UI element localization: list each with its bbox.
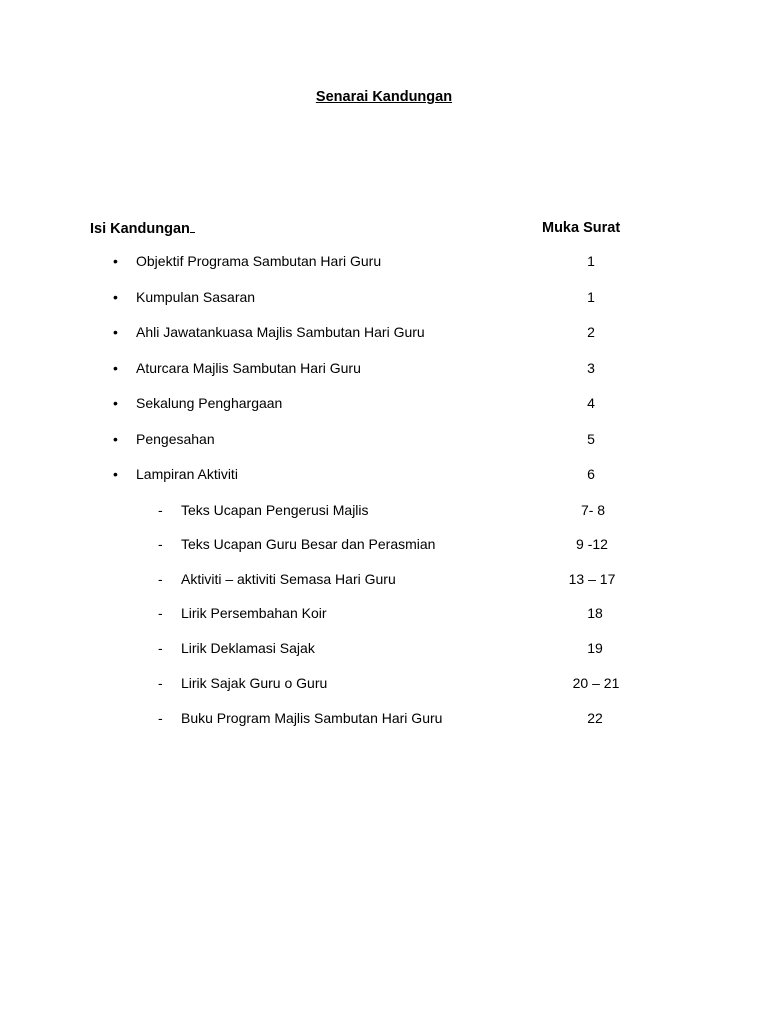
bullet-marker: • <box>113 431 118 447</box>
toc-entry-page: 3 <box>587 360 595 376</box>
toc-entry-page: 5 <box>587 431 595 447</box>
header-underline-fragment <box>190 220 195 233</box>
toc-entry-label: Ahli Jawatankuasa Majlis Sambutan Hari Guru <box>136 324 425 340</box>
toc-sub-entry-page: 9 -12 <box>576 536 608 552</box>
toc-sub-row <box>0 502 768 522</box>
toc-sub-row <box>0 640 768 660</box>
dash-marker: - <box>158 536 163 552</box>
toc-entry-page: 6 <box>587 466 595 482</box>
bullet-marker: • <box>113 324 118 340</box>
bullet-marker: • <box>113 466 118 482</box>
toc-sub-entry-page: 13 – 17 <box>568 571 616 587</box>
document-title <box>0 89 768 105</box>
bullet-marker: • <box>113 253 118 269</box>
toc-entry-label: Sekalung Penghargaan <box>136 395 283 411</box>
bullet-marker: • <box>113 289 118 305</box>
dash-marker: - <box>158 710 163 726</box>
toc-sub-row <box>0 536 768 556</box>
toc-sub-entry-label: Teks Ucapan Guru Besar dan Perasmian <box>181 536 436 552</box>
toc-entry-label: Kumpulan Sasaran <box>136 289 256 305</box>
contents-column-header-text: Isi Kandungan <box>90 221 190 237</box>
dash-marker: - <box>158 571 163 587</box>
dash-marker: - <box>158 502 163 518</box>
toc-sub-entry-page: 18 <box>587 605 603 621</box>
toc-sub-entry-page: 20 – 21 <box>572 675 620 691</box>
toc-sub-row <box>0 675 768 695</box>
document-title-text: Senarai Kandungan <box>315 89 453 105</box>
toc-entry-page: 4 <box>587 395 595 411</box>
bullet-marker: • <box>113 360 118 376</box>
toc-sub-entry-page: 7- 8 <box>580 502 606 518</box>
dash-marker: - <box>158 605 163 621</box>
toc-sub-entry-label: Aktiviti – aktiviti Semasa Hari Guru <box>181 571 396 587</box>
page-column-header: Muka Surat <box>542 220 621 236</box>
toc-sub-entry-page: 22 <box>587 710 603 726</box>
toc-entry-page: 2 <box>587 324 595 340</box>
contents-column-header <box>90 220 195 237</box>
toc-row <box>0 360 768 380</box>
toc-sub-entry-label: Buku Program Majlis Sambutan Hari Guru <box>181 710 443 726</box>
toc-sub-row <box>0 571 768 591</box>
toc-row <box>0 395 768 415</box>
toc-row <box>0 253 768 273</box>
toc-entry-label: Pengesahan <box>136 431 215 447</box>
toc-row <box>0 431 768 451</box>
dash-marker: - <box>158 640 163 656</box>
toc-sub-entry-label: Lirik Deklamasi Sajak <box>181 640 315 656</box>
toc-sub-entry-label: Teks Ucapan Pengerusi Majlis <box>181 502 369 518</box>
dash-marker: - <box>158 675 163 691</box>
toc-row <box>0 289 768 309</box>
toc-entry-page: 1 <box>587 253 595 269</box>
toc-sub-entry-label: Lirik Sajak Guru o Guru <box>181 675 328 691</box>
toc-entry-label: Lampiran Aktiviti <box>136 466 238 482</box>
toc-entry-page: 1 <box>587 289 595 305</box>
toc-sub-row <box>0 605 768 625</box>
toc-sub-entry-label: Lirik Persembahan Koir <box>181 605 327 621</box>
toc-entry-label: Objektif Programa Sambutan Hari Guru <box>136 253 382 269</box>
toc-row <box>0 466 768 486</box>
toc-entry-label: Aturcara Majlis Sambutan Hari Guru <box>136 360 361 376</box>
toc-sub-entry-page: 19 <box>587 640 603 656</box>
bullet-marker: • <box>113 395 118 411</box>
toc-sub-row <box>0 710 768 730</box>
toc-row <box>0 324 768 344</box>
